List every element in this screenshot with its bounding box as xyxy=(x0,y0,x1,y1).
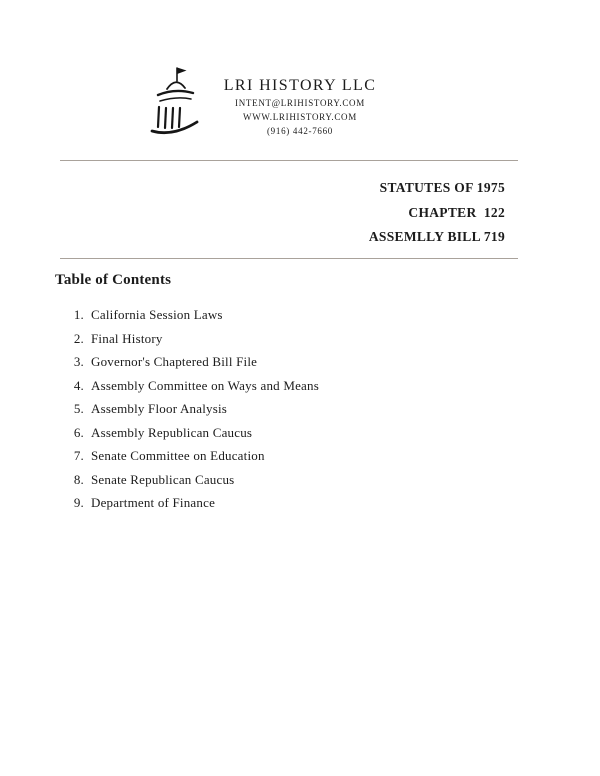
toc-list xyxy=(70,308,319,520)
toc-item-number: 2. xyxy=(73,330,84,346)
toc-item-number: 9. xyxy=(73,495,84,510)
company-name: LRI HISTORY LLC xyxy=(223,77,377,94)
company-phone: (916) 442-7660 xyxy=(266,126,334,136)
toc-item-label: California Session Laws xyxy=(91,307,223,322)
toc-item-label: Final History xyxy=(91,330,163,346)
bill-line: ASSEMLLY BILL 719 xyxy=(368,229,505,244)
toc-item xyxy=(70,332,319,346)
toc-item-label: Governor's Chaptered Bill File xyxy=(91,354,258,369)
toc-item-label: Assembly Committee on Ways and Means xyxy=(91,377,319,393)
company-email: INTENT@LRIHISTORY.COM xyxy=(235,98,365,108)
toc-item-label: Senate Committee on Education xyxy=(91,448,265,463)
toc-item-number: 4. xyxy=(73,377,84,393)
statutes-line: STATUTES OF 1975 xyxy=(379,180,505,195)
divider-bottom xyxy=(60,258,518,259)
toc-title: Table of Contents xyxy=(55,272,172,288)
letterhead xyxy=(0,76,600,138)
toc-item-label: Assembly Republican Caucus xyxy=(91,424,253,440)
divider-top xyxy=(60,160,518,161)
toc-item-number: 6. xyxy=(73,424,84,440)
toc-item xyxy=(70,379,319,393)
chapter-line: CHAPTER 122 xyxy=(408,204,505,220)
toc-item-label: Senate Republican Caucus xyxy=(91,471,235,487)
company-website: WWW.LRIHISTORY.COM xyxy=(243,112,357,122)
toc-item-number: 3. xyxy=(73,354,84,369)
toc-item-label: Assembly Floor Analysis xyxy=(91,401,228,416)
toc-item xyxy=(70,496,319,510)
toc-item xyxy=(70,473,319,487)
case-info-block xyxy=(60,176,505,250)
toc-item-number: 1. xyxy=(73,307,84,322)
toc-item xyxy=(70,308,319,322)
toc-item xyxy=(70,426,319,440)
toc-item xyxy=(70,402,319,416)
toc-item-number: 7. xyxy=(73,448,84,463)
toc-item-number: 8. xyxy=(73,471,84,487)
toc-item-label: Department of Finance xyxy=(91,495,216,510)
toc-item xyxy=(70,449,319,463)
toc-item xyxy=(70,355,319,369)
toc-item-number: 5. xyxy=(73,401,84,416)
